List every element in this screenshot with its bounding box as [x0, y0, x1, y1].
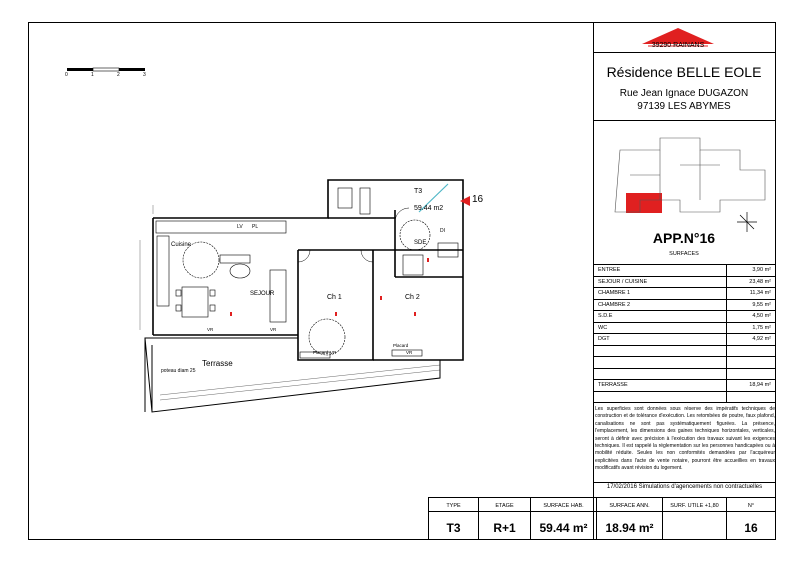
poteau-label: poteau diam 25	[161, 368, 196, 374]
room-sejour: SEJOUR	[250, 291, 275, 297]
address-line-2: 97139 LES ABYMES	[637, 101, 731, 112]
scale-label-2: 2	[117, 72, 120, 78]
surface-row	[594, 265, 776, 277]
divider	[593, 52, 776, 53]
info-col-surface-hab	[531, 498, 597, 540]
surface-value: 9,55 m²	[727, 299, 776, 311]
room-terrasse: Terrasse	[202, 359, 233, 368]
info-header: SURF. UTILE +1,80	[670, 503, 719, 509]
surface-row	[594, 380, 776, 392]
surface-value: 3,90 m²	[727, 265, 776, 277]
surface-value: 4,92 m²	[727, 334, 776, 346]
scale-label-3: 3	[143, 72, 146, 78]
surface-name	[594, 391, 727, 403]
placard-label-1: Placard	[313, 350, 329, 355]
surface-name: DGT	[594, 334, 727, 346]
surfaces-table	[593, 264, 776, 403]
info-value: 16	[744, 521, 758, 535]
surface-row	[594, 322, 776, 334]
logo-text: 39290 RAINANS	[651, 42, 705, 49]
info-header: SURFACE HAB.	[543, 503, 584, 509]
surfaces-heading: SURFACES	[669, 251, 699, 257]
info-col-type	[429, 498, 479, 540]
surface-row	[594, 299, 776, 311]
date-line: 17/02/2016 Simulations d'agencements non contractuelles	[606, 484, 763, 490]
surface-row	[594, 276, 776, 288]
legal-notes: Les superficies sont données sous réserve des impératifs techniques de construction et de tolérance d'exécution. Les retombées de poutre, faux plafond, canalisations ne sont pas systématiquement figurées. La présence, l'emplacement, les dimensions des gaines techniques horizontales, verticales, seront à définir avec précision à l'exécution des travaux suivant les exigences techniques. Il est rappelé la réglementation sur les personnes handicapées ou à mobilité réduite. Seules les non conformités demandées par l'acquéreur explicitées dans l'acte de vente notaire, pourront être accueillies en travaux modificatifs avant révision du logement.	[595, 406, 775, 472]
surface-name: SEJOUR / CUISINE	[594, 276, 727, 288]
vr-label-4: VR	[406, 350, 413, 355]
surface-row	[594, 391, 776, 403]
info-header: ETAGE	[495, 503, 514, 509]
info-table	[428, 497, 776, 540]
info-value: R+1	[493, 521, 516, 535]
info-header: N°	[747, 503, 755, 509]
info-col-surface-ann	[597, 498, 663, 540]
unit-label: T3	[414, 188, 423, 195]
surface-name: WC	[594, 322, 727, 334]
surface-name: CHAMBRE 2	[594, 299, 727, 311]
info-col-etage	[479, 498, 531, 540]
room-cuisine: Cuisine	[171, 242, 192, 248]
unit-number: 16	[472, 194, 484, 205]
vr-label-2: VR	[270, 327, 277, 332]
surface-row	[594, 345, 776, 357]
surface-name: S.D.E	[594, 311, 727, 323]
info-value: 18.94 m²	[605, 521, 654, 535]
surface-value: 4,50 m²	[727, 311, 776, 323]
address-line-1: Rue Jean Ignace DUGAZON	[619, 88, 749, 99]
info-col-surf-utile	[663, 498, 727, 540]
surface-value	[727, 391, 776, 403]
surface-row	[594, 288, 776, 300]
unit-area: 59.44 m2	[414, 205, 444, 212]
surface-name: CHAMBRE 1	[594, 288, 727, 300]
surface-row	[594, 334, 776, 346]
room-ch2: Ch 2	[405, 294, 420, 301]
surface-value: 23,48 m²	[727, 276, 776, 288]
info-value: 59.44 m²	[539, 521, 588, 535]
info-col-number	[727, 498, 776, 540]
surface-name	[594, 368, 727, 380]
surface-name: ENTREE	[594, 265, 727, 277]
surface-row	[594, 311, 776, 323]
info-header: SURFACE ANN.	[609, 503, 650, 509]
surface-row	[594, 357, 776, 369]
placard-label-2: Placard	[393, 343, 409, 348]
surface-value: 11,34 m²	[727, 288, 776, 300]
vr-label-3: VR	[330, 350, 337, 355]
apartment-title: APP.N°16	[652, 230, 716, 246]
divider	[593, 482, 776, 483]
scale-label-1: 1	[91, 72, 94, 78]
surface-value	[727, 368, 776, 380]
surface-name	[594, 345, 727, 357]
surface-value: 18,94 m²	[727, 380, 776, 392]
info-value: T3	[446, 521, 461, 535]
room-ch1: Ch 1	[327, 294, 342, 301]
surface-value	[727, 357, 776, 369]
di-label: DI	[440, 228, 445, 234]
divider	[593, 120, 776, 121]
vr-label-1: VR	[207, 327, 214, 332]
residence-title: Résidence BELLE EOLE	[606, 64, 762, 80]
surface-value: 1,75 m²	[727, 322, 776, 334]
room-sde: SDE	[414, 240, 427, 246]
pl-label: PL	[252, 224, 259, 230]
lv-label: LV	[237, 224, 243, 230]
surface-row	[594, 368, 776, 380]
surface-value	[727, 345, 776, 357]
surface-name	[594, 357, 727, 369]
scale-label-0: 0	[65, 72, 68, 78]
surface-name: TERRASSE	[594, 380, 727, 392]
info-header: TYPE	[446, 503, 461, 509]
